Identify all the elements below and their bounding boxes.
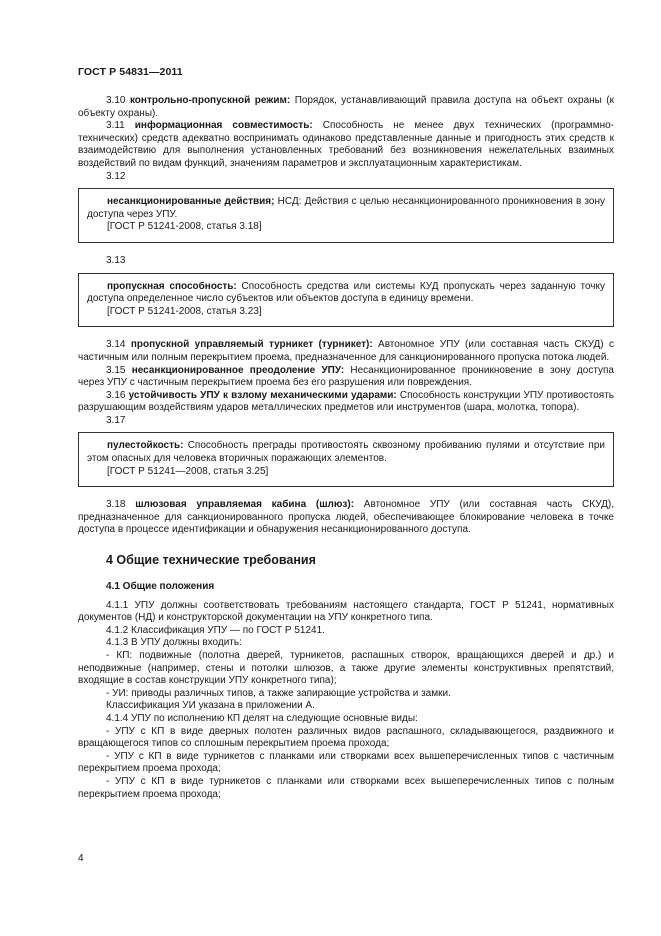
definition: Способность преграды противостоять сквозному пробиванию пулями и отсутствие при этом опасных для человека вторичных поражающих элементов.	[87, 440, 605, 465]
paragraph-4-1-4: 4.1.4 УПУ по исполнению КП делят на следующие основные виды:	[106, 712, 418, 724]
term: контрольно-пропускной режим:	[129, 95, 291, 106]
clause-3-17-box	[78, 432, 614, 487]
term: несанкционированные действия;	[107, 196, 275, 208]
abbreviation: НСД:	[274, 196, 302, 208]
list-item-door-panels: - УПУ с КП в виде дверных полотен различных видов распашного, складывающегося, раздвижного и вращающегося типов со сплошным перекрытием проема прохода;	[78, 725, 614, 750]
section-4-1-heading: 4.1 Общие положения	[106, 581, 215, 593]
paragraph-4-1-3: 4.1.3 В УПУ должны входить:	[106, 637, 242, 649]
clause-3-13-box	[78, 273, 614, 328]
definition: Способность конструкции УПУ противостоять разрушающим воздействиям ударов металлических предметов или инструментов (шара, молотка, топора).	[78, 389, 614, 414]
document-header: ГОСТ Р 54831—2011	[78, 66, 183, 78]
list-item-kp: - КП: подвижные (полотна дверей, турникетов, распашных створок, вращающихся дверей и др.) и неподвижные (например, стены и потолки шлюзов, а также другие элементы конструктивных препятствий, входящие в состав конструкции УПУ конкретного типа);	[78, 650, 614, 687]
definition: Автономное УПУ (или составная часть СКУД) с частичным или полным перекрытием проема, предназначенное для санкционированного пропуска потока людей.	[78, 339, 614, 363]
clause-3-12-number: 3.12	[106, 170, 126, 182]
clause-3-15: 3.15 несанкционированное преодоление УПУ: Несанкционированное проникновение в зону доступа через УПУ с частичным перекрытием проема без его разрушения или повреждения.	[78, 364, 614, 389]
term: пулестойкость:	[107, 440, 184, 452]
paragraph-4-1-2: 4.1.2 Классификация УПУ — по ГОСТ Р 51241.	[106, 624, 325, 636]
term: пропускная способность:	[107, 280, 237, 292]
clause-3-13-reference: [ГОСТ Р 51241-2008, статья 3.23]	[107, 305, 262, 317]
clause-3-13-number: 3.13	[106, 254, 126, 266]
clause-3-18: 3.18 шлюзовая управляемая кабина (шлюз): Автономное УПУ (или составная часть СКУД), предназначенное для санкционированного пропуска людей, обеспечивающее блокирование человека в точке доступа в процессе идентификации и обнаружения несанкционированного доступа.	[78, 499, 614, 536]
list-item-ui: - УИ: приводы различных типов, а также запирающие устройства и замки.	[106, 687, 451, 699]
clause-3-10: 3.10 контрольно-пропускной режим: Порядок, устанавливающий правила доступа на объект охраны (к объекту охраны).	[78, 95, 614, 119]
section-4-heading: 4 Общие технические требования	[106, 553, 316, 568]
term: несанкционированное преодоление УПУ:	[131, 364, 345, 376]
clause-3-12-text	[87, 196, 605, 221]
clause-3-14: 3.14 пропускной управляемый турникет (турникет): Автономное УПУ (или составная часть СКУД) с частичным или полным перекрытием проема, предназначенное для санкционированного пропуска потока людей.	[78, 339, 614, 363]
clause-3-17-text	[87, 440, 605, 465]
clause-3-17-number: 3.17	[106, 414, 126, 426]
definition: Действия с целью несанкционированного проникновения в зону доступа через УПУ.	[87, 196, 605, 220]
paragraph-classification-ref: Классификация УИ указана в приложении А.	[106, 700, 315, 712]
definition: Способность не менее двух технических (программно-технических) средств адекватно воспринимать одинаково представленные данные и пригодность этих средств к взаимодействию для выполнения установленных требований без возникновения нежелательных взаимных воздействий по видам функций, значениям параметров и эксплуатационным характеристикам.	[78, 120, 614, 169]
term: пропускной управляемый турникет (турникет):	[130, 339, 373, 351]
term: устойчивость УПУ к взлому механическими ударами:	[128, 389, 397, 401]
definition: Автономное УПУ (или составная часть СКУД), предназначенное для санкционированного пропуска людей, обеспечивающее блокирование человека в точке доступа в процессе идентификации и обнаружения несанкционированного доступа.	[78, 499, 614, 536]
clause-3-16: 3.16 устойчивость УПУ к взлому механическими ударами: Способность конструкции УПУ противостоять разрушающим воздействиям ударов металлических предметов или инструментов (шара, молотка, топора).	[78, 389, 614, 414]
definition: Порядок, устанавливающий правила доступа на объект охраны (к объекту охраны).	[78, 95, 614, 119]
document-body	[78, 95, 614, 801]
term: информационная совместимость:	[134, 120, 313, 132]
clause-3-13-text	[87, 281, 605, 306]
page-number: 4	[78, 853, 84, 864]
list-item-turnstile-full: - УПУ с КП в виде турникетов с планками или створками всех вышеперечисленных типов с полным перекрытием проема прохода;	[78, 775, 614, 800]
term: шлюзовая управляемая кабина (шлюз):	[135, 499, 355, 511]
clause-3-12-reference: [ГОСТ Р 51241-2008, статья 3.18]	[107, 221, 262, 233]
definition: Способность средства или системы КУД пропускать через заданную точку доступа определенное число субъектов или объектов доступа в единицу времени.	[87, 280, 605, 305]
clause-3-12-box	[78, 188, 614, 243]
clause-3-11: 3.11 информационная совместимость: Способность не менее двух технических (программно-технических) средств адекватно воспринимать одинаково представленные данные и пригодность этих средств к взаимодействию для выполнения установленных требований без возникновения нежелательных взаимных воздействий по видам функций, значениям параметров и эксплуатационным характеристикам.	[78, 120, 614, 169]
definition: Несанкционированное проникновение в зону доступа через УПУ с частичным перекрытием проема без его разрушения или повреждения.	[78, 364, 614, 389]
list-item-turnstile-partial: - УПУ с КП в виде турникетов с планками или створками всех вышеперечисленных типов с частичным перекрытием проема прохода;	[78, 750, 614, 775]
paragraph-4-1-1: 4.1.1 УПУ должны соответствовать требованиям настоящего стандарта, ГОСТ Р 51241, нормативных документов (НД) и конструкторской документации на УПУ конкретного типа.	[78, 599, 614, 624]
clause-3-17-reference: [ГОСТ Р 51241—2008, статья 3.25]	[107, 465, 269, 477]
